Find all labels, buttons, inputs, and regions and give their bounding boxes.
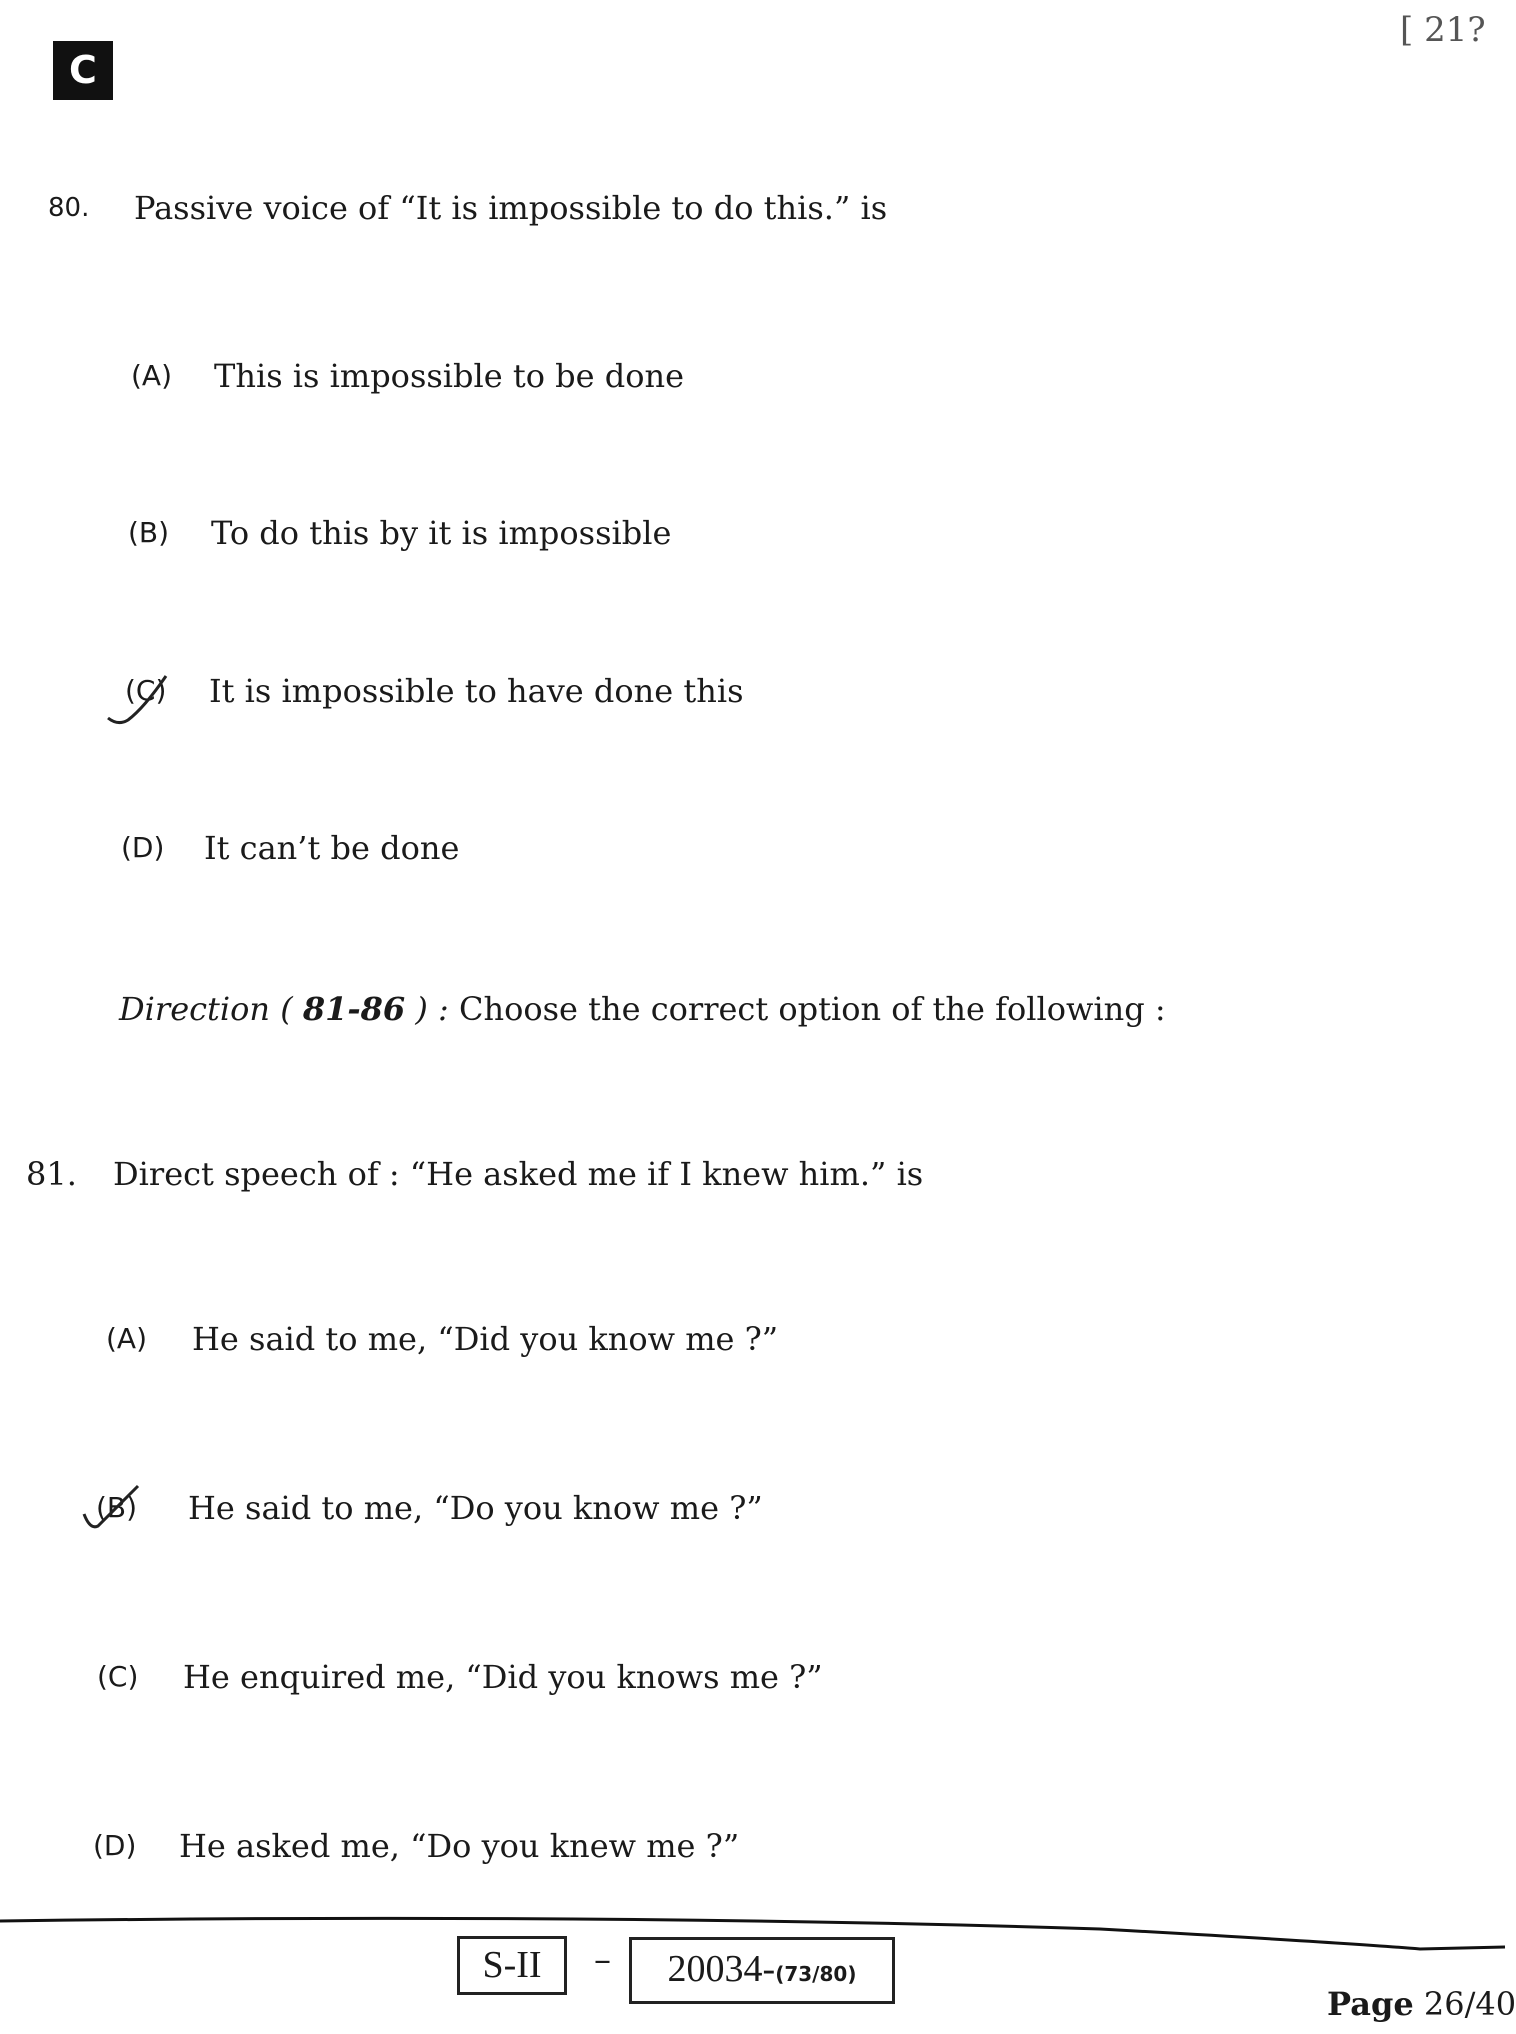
tick-mark-icon [104,668,174,736]
option-text: He said to me, “Did you know me ?” [192,1320,779,1358]
footer-dash: – [594,1940,611,1980]
option-label: (A) [131,359,173,392]
page-num: 26/40 [1423,1985,1516,2023]
option-text: This is impossible to be done [214,357,685,395]
option-text: He said to me, “Do you know me ?” [188,1489,763,1527]
direction-text [119,989,1166,1029]
option-label: (B) [128,516,170,549]
option-text: He enquired me, “Did you knows me ?” [183,1658,823,1696]
tick-mark-icon [80,1480,150,1540]
option-label: (A) [106,1322,148,1355]
page-label: Page [1327,1985,1414,2023]
option-label: (B) [96,1491,138,1524]
option-label: (C) [97,1660,139,1693]
question-text: Direct speech of : “He asked me if I knew him.” is [113,1155,924,1193]
corner-mark: [ 21? [1400,10,1486,50]
direction-range: 81-86 [302,990,406,1028]
option-text: He asked me, “Do you knew me ?” [179,1827,740,1865]
option-text: It is impossible to have done this [209,672,744,710]
code-box [629,1937,895,2004]
set-badge: C [53,41,113,100]
direction-body: Choose the correct option of the following : [458,990,1166,1028]
code-sub: (73/80) [775,1962,857,1986]
option-label: (D) [93,1829,137,1862]
question-text: Passive voice of “It is impossible to do this.” is [134,189,888,227]
direction-suffix: ) : [415,990,449,1028]
direction-prefix: Direction ( [119,990,293,1028]
page-number [1327,1985,1516,2023]
option-label: (C) [125,674,167,707]
option-text: To do this by it is impossible [211,514,672,552]
option-label: (D) [121,831,165,864]
code-number: 20034- [667,1948,776,1990]
series-box: S-II [457,1936,567,1995]
option-text: It can’t be done [204,829,460,867]
question-number: 81. [26,1155,77,1193]
question-number: 80. [48,193,90,223]
